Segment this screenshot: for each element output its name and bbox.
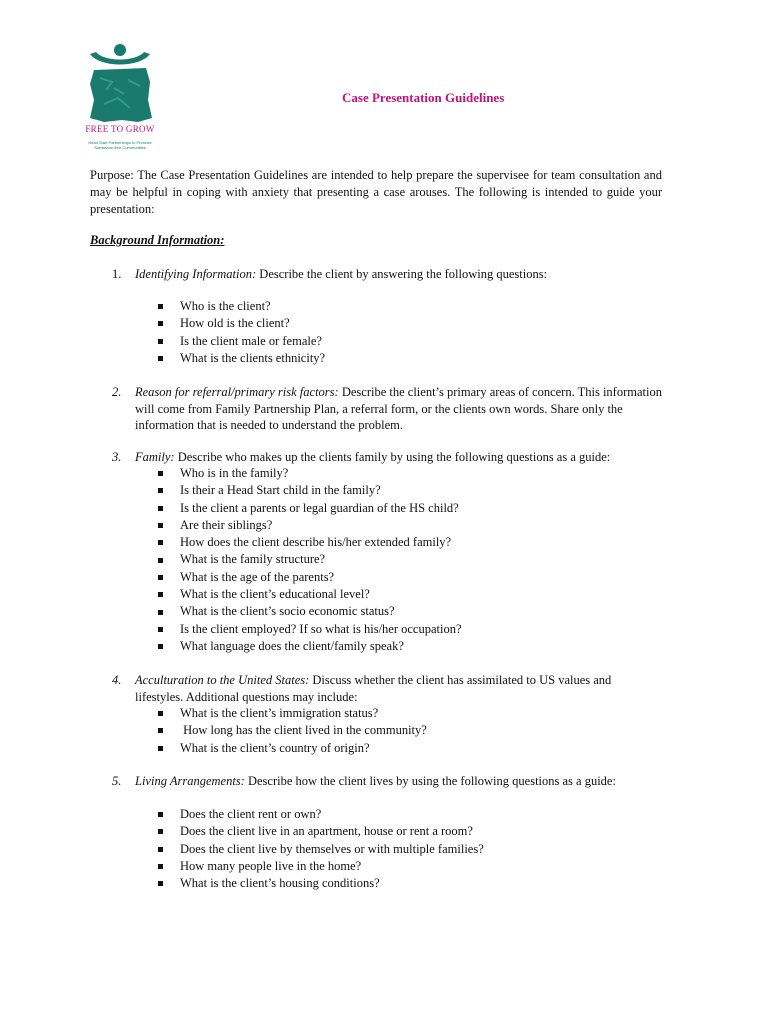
bullet-text: What is the client’s housing conditions? — [180, 876, 380, 891]
item-text: Describe how the client lives by using the following questions as a guide: — [244, 774, 616, 788]
section-heading-text: Background Information — [90, 233, 221, 247]
bullet-text: Does the client rent or own? — [180, 807, 322, 821]
item-living-arrangements — [112, 773, 662, 790]
list-item — [158, 705, 427, 722]
bullet-text: Is their a Head Start child in the family? — [180, 483, 381, 498]
list-item — [158, 621, 462, 638]
logo-figure-icon — [84, 42, 156, 124]
bullet-text: What is the client’s immigration status? — [180, 706, 379, 720]
bullet-square-icon — [158, 644, 163, 649]
bullet-text: Does the client live in an apartment, house or rent a room? — [180, 824, 473, 839]
bullet-text: How old is the client? — [180, 316, 290, 331]
item-label: Acculturation to the United States: — [135, 673, 310, 687]
list-item — [158, 482, 462, 499]
bullet-square-icon — [158, 746, 163, 751]
bullet-square-icon — [158, 488, 163, 493]
bullet-square-icon — [158, 575, 163, 580]
bullet-square-icon — [158, 610, 163, 615]
item-label: Living Arrangements: — [135, 774, 245, 788]
list-item — [158, 858, 484, 875]
bullet-square-icon — [158, 321, 163, 326]
item-identifying-information — [112, 266, 662, 283]
item-label: Identifying Information: — [135, 267, 257, 281]
bullet-text: What is the client’s country of origin? — [180, 740, 370, 755]
list-item — [158, 722, 427, 739]
item-text: Describe who makes up the clients family by using the following questions as a guide: — [174, 450, 611, 464]
bullet-list-living — [158, 806, 484, 892]
bullet-text: How long has the client lived in the community? — [180, 723, 427, 738]
bullet-text: What is the age of the parents? — [180, 569, 335, 584]
list-item — [158, 465, 462, 482]
item-label: Reason for referral/primary risk factors: — [135, 385, 339, 399]
item-body — [135, 672, 662, 705]
bullet-text: Is the client male or female? — [180, 333, 322, 348]
list-item — [158, 806, 484, 823]
list-item — [158, 875, 484, 892]
item-number: 2. — [112, 385, 122, 399]
bullet-text: How does the client describe his/her extended family? — [180, 535, 452, 550]
list-item — [158, 315, 325, 332]
item-label: Family: — [135, 450, 175, 464]
bullet-square-icon — [158, 812, 163, 817]
bullet-square-icon — [158, 728, 163, 733]
list-item — [158, 551, 462, 568]
list-item — [158, 603, 462, 620]
item-family — [112, 449, 662, 466]
logo-name: FREE TO GROW — [85, 124, 155, 134]
bullet-list-family — [158, 465, 462, 655]
bullet-square-icon — [158, 304, 163, 309]
list-item — [158, 740, 427, 757]
bullet-text: Who is the client? — [180, 299, 271, 313]
list-item — [158, 500, 462, 517]
bullet-square-icon — [158, 864, 163, 869]
list-item — [158, 534, 462, 551]
bullet-text: Who is in the family? — [180, 466, 289, 480]
item-number: 4. — [112, 673, 122, 687]
bullet-text: What language does the client/family speak? — [180, 638, 404, 653]
list-item — [158, 333, 325, 350]
document-title: Case Presentation Guidelines — [342, 90, 505, 105]
item-acculturation — [112, 672, 662, 705]
list-item — [158, 298, 325, 315]
bullet-square-icon — [158, 881, 163, 886]
item-body — [135, 266, 662, 283]
item-text: Describe the client’s primary areas of concern. This information will come from Family Partnership Plan, a referral form, or the clients own words. Share only the information that is needed to understand the problem. — [135, 385, 662, 432]
bullet-square-icon — [158, 829, 163, 834]
item-text: Discuss whether the client has assimilated to US values and lifestyles. Additional questions may include: — [135, 673, 612, 704]
item-body — [135, 773, 662, 790]
bullet-square-icon — [158, 339, 163, 344]
bullet-square-icon — [158, 523, 163, 528]
free-to-grow-logo — [80, 42, 160, 160]
bullet-square-icon — [158, 540, 163, 545]
item-text: Describe the client by answering the following questions: — [256, 267, 548, 281]
bullet-text: Are their siblings? — [180, 517, 273, 532]
bullet-text: Is the client a parents or legal guardian of the HS child? — [180, 500, 459, 515]
logo-tagline: Head Start Partnerships to Promote Substance-free Communities — [88, 140, 152, 150]
bullet-square-icon — [158, 356, 163, 361]
bullet-list-acculturation — [158, 705, 427, 757]
item-number: 5. — [112, 774, 122, 788]
list-item — [158, 841, 484, 858]
list-item — [158, 586, 462, 603]
bullet-square-icon — [158, 627, 163, 632]
list-item — [158, 517, 462, 534]
section-heading — [90, 233, 224, 248]
item-number: 1. — [112, 267, 122, 281]
list-item — [158, 823, 484, 840]
item-reason-for-referral — [112, 384, 662, 434]
purpose-paragraph: Purpose: The Case Presentation Guidelines are intended to help prepare the supervisee for team consultation and may be helpful in coping with anxiety that presenting a case arouses. The following is intended to guide your presentation: — [90, 168, 662, 216]
bullet-square-icon — [158, 471, 163, 476]
bullet-text: What is the client’s educational level? — [180, 587, 370, 602]
item-body — [135, 384, 662, 434]
item-body — [135, 449, 662, 466]
bullet-text: What is the clients ethnicity? — [180, 350, 326, 365]
bullet-square-icon — [158, 506, 163, 511]
bullet-text: What is the family structure? — [180, 552, 326, 567]
bullet-text: What is the client’s socio economic status? — [180, 604, 395, 619]
bullet-square-icon — [158, 592, 163, 597]
bullet-square-icon — [158, 711, 163, 716]
item-number: 3. — [112, 450, 122, 464]
bullet-square-icon — [158, 847, 163, 852]
bullet-text: Is the client employed? If so what is his/her occupation? — [180, 621, 462, 636]
bullet-list-identifying — [158, 298, 325, 367]
section-heading-colon: : — [220, 233, 225, 247]
bullet-text: Does the client live by themselves or with multiple families? — [180, 841, 484, 856]
bullet-text: How many people live in the home? — [180, 858, 362, 873]
list-item — [158, 350, 325, 367]
bullet-square-icon — [158, 558, 163, 563]
list-item — [158, 569, 462, 586]
list-item — [158, 638, 462, 655]
